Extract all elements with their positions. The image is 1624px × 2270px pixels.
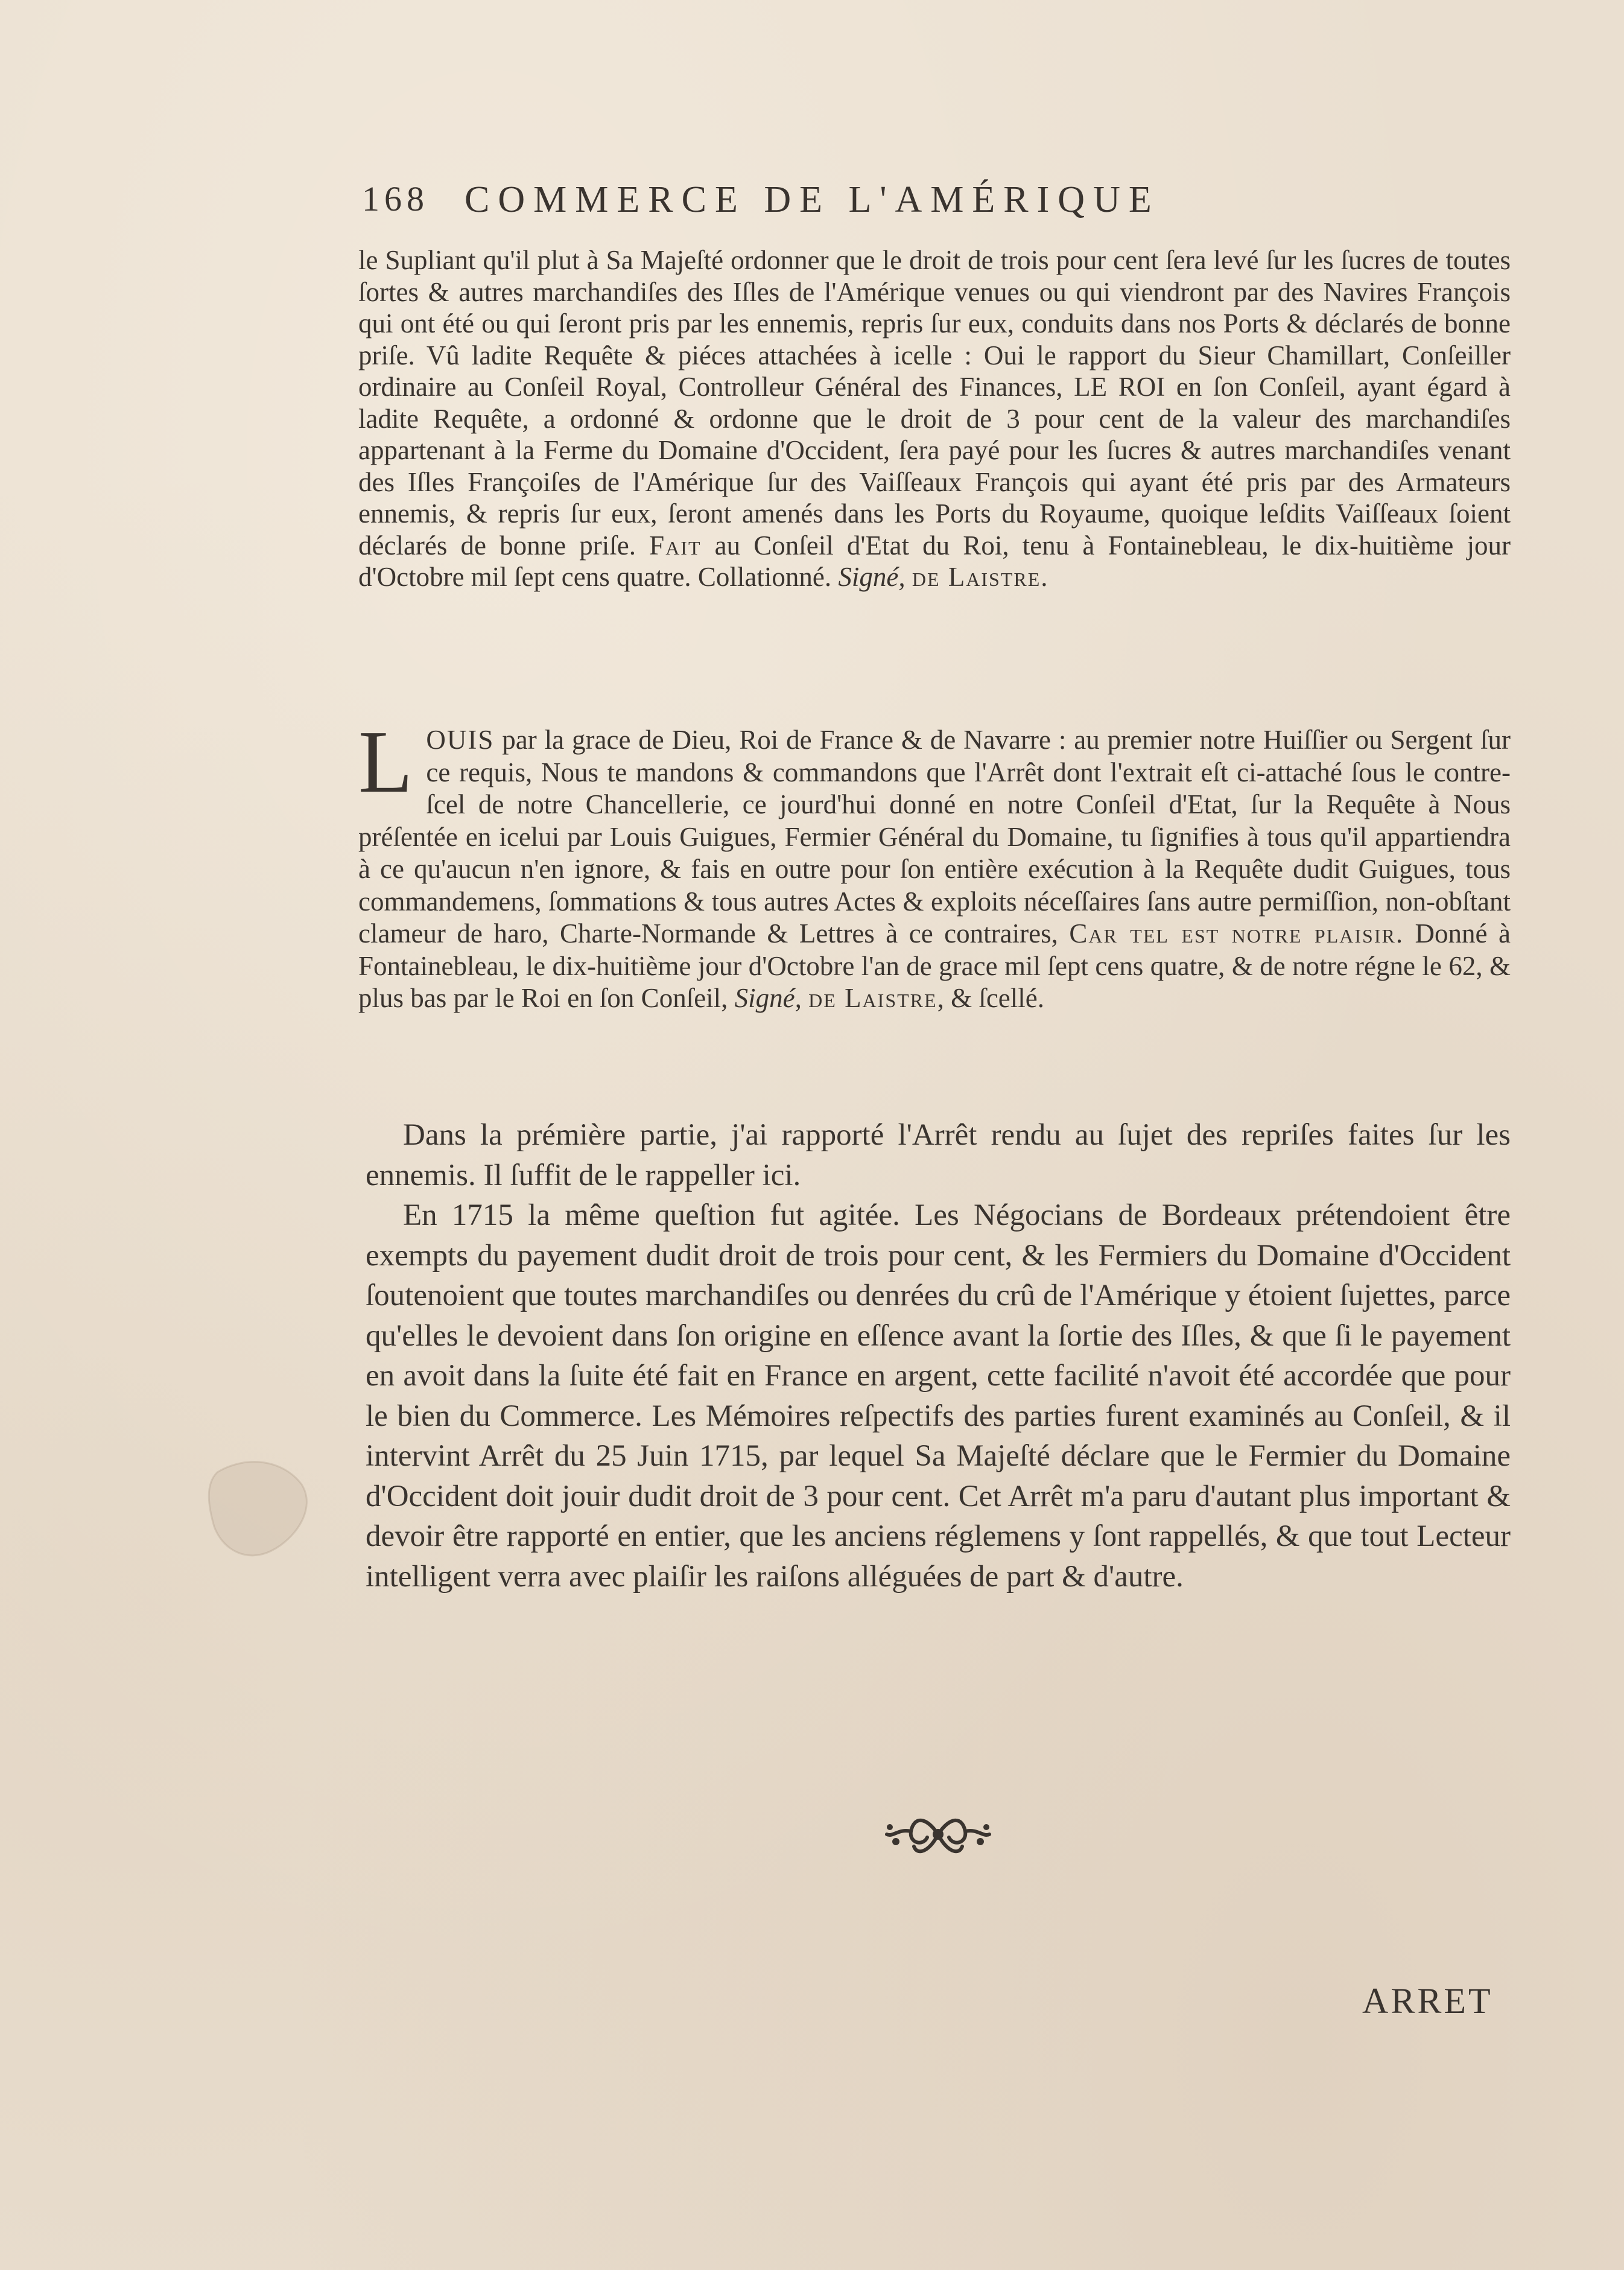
commentary-paragraph-1: Dans la prémière partie, j'ai rapporté l'Arrêt rendu au ſujet des repriſes faites ſur les ennemis. Il ſuffit de le rappeller ici. <box>366 1118 1511 1192</box>
lettres-text: par la grace de Dieu, Roi de France & de Navarre : au premier notre Huiſſier ou Sergent ſur ce requis, Nous te mandons & commandons que l'Arrêt dont l'extrait eſt ci-attaché ſous le contre-ſcel de notre Chancellerie, ce jourd'hui donné en notre Conſeil d'Etat, ſur la Requête à Nous préſentée en icelui par Louis Guigues, Fermier Général du Domaine, tu ſignifies à tous qu'il appartiendra à ce qu'aucun n'en ignore, & fais en outre pour ſon entière exécution à la Requête dudit Guigues, tous commandemens, ſommations & tous autres Actes & exploits néceſſaires ſans autre permiſſion, non-obſtant clameur de haro, Charte-Normande & Lettres à ce contraires, <box>358 725 1511 949</box>
running-title: COMMERCE DE L'AMÉRIQUE <box>465 179 1160 220</box>
royal-formula: Car tel est notre plaisir. <box>1069 918 1404 949</box>
closing-text: , & ſcellé. <box>937 983 1044 1013</box>
catchword: ARRET <box>1362 1981 1493 2021</box>
drop-cap-letter: L <box>358 713 413 812</box>
fleuron-ornament-icon <box>878 1804 998 1865</box>
arret-text: le Supliant qu'il plut à Sa Majeſté ordonner que le droit de trois pour cent ſera levé ſur les ſucres de toutes ſortes & autres marchandiſes des Iſles de l'Amérique venues ou qui viendront par des Navires François qui ont été ou qui ſeront pris par les ennemis, repris ſur eux, conduits dans nos Ports & déclarés de bonne priſe. Vû ladite Requête & piéces attachées à icelle : Oui le rapport du Sieur Chamillart, Conſeiller ordinaire au Conſeil Royal, Controlleur Général des Finances, LE ROI en ſon Conſeil, ayant égard à ladite Requête, a ordonné & ordonne que le droit de 3 pour cent de la valeur des marchandiſes appartenant à la Ferme du Domaine d'Occident, ſera payé pour les ſucres & autres marchandiſes venant des Iſles Françoiſes de l'Amérique ſur des Vaiſſeaux François qui ayant été pris par des Armateurs ennemis, & repris ſur eux, ſeront amenés dans les Ports du Royaume, quoique leſdits Vaiſſeaux ſoient déclarés de bonne priſe. <box>358 245 1511 561</box>
running-head <box>362 179 1388 227</box>
lettres-patentes-paragraph <box>358 713 1511 1015</box>
lettres-patentes-block <box>358 713 1511 1015</box>
signatory-name: de Laistre <box>808 983 937 1013</box>
arret-conclusion-paragraph <box>358 244 1511 593</box>
page-number: 168 <box>362 179 429 218</box>
arret-text-continued: au Conſeil d'Etat du Roi, tenu à Fontainebleau, le dix-huitième jour d'Octobre mil ſept cens quatre. Collationné. <box>358 530 1511 592</box>
signe-label: Signé, <box>734 983 802 1013</box>
fait-label: Fait <box>649 530 702 561</box>
opening-word: OUIS <box>426 725 495 755</box>
arret-conclusion-block <box>358 244 1511 593</box>
lettres-text-continued: Donné à Fontainebleau, le dix-huitième jour d'Octobre l'an de grace mil ſept cens quatre, & de notre régne le 62, & plus bas par le Roi en ſon Conſeil, <box>358 918 1511 1013</box>
paper-stain <box>205 1448 326 1581</box>
commentary-paragraph-2: En 1715 la même queſtion fut agitée. Les Négocians de Bordeaux prétendoient être exempts du payement dudit droit de trois pour cent, & les Fermiers du Domaine d'Occident ſoutenoient que toutes marchandiſes ou denrées du crû de l'Amérique y étoient ſujettes, parce qu'elles le devoient dans ſon origine en eſſence avant la ſortie des Iſles, & que ſi le payement en avoit dans la ſuite été fait en France en argent, cette facilité n'avoit été accordée que pour le bien du Commerce. Les Mémoires reſpectifs des parties furent examinés au Conſeil, & il intervint Arrêt du 25 Juin 1715, par lequel Sa Majeſté déclare que le Fermier du Domaine d'Occident doit jouir dudit droit de 3 pour cent. Cet Arrêt m'a paru d'autant plus important & devoir être rapporté en entier, que les anciens réglemens y ſont rappellés, & que tout Lecteur intelligent verra avec plaiſir les raiſons alléguées de part & d'autre. <box>366 1198 1511 1594</box>
signatory-name: de Laistre. <box>912 562 1049 592</box>
commentary-block <box>366 1115 1511 1597</box>
signe-label: Signé, <box>838 562 906 592</box>
